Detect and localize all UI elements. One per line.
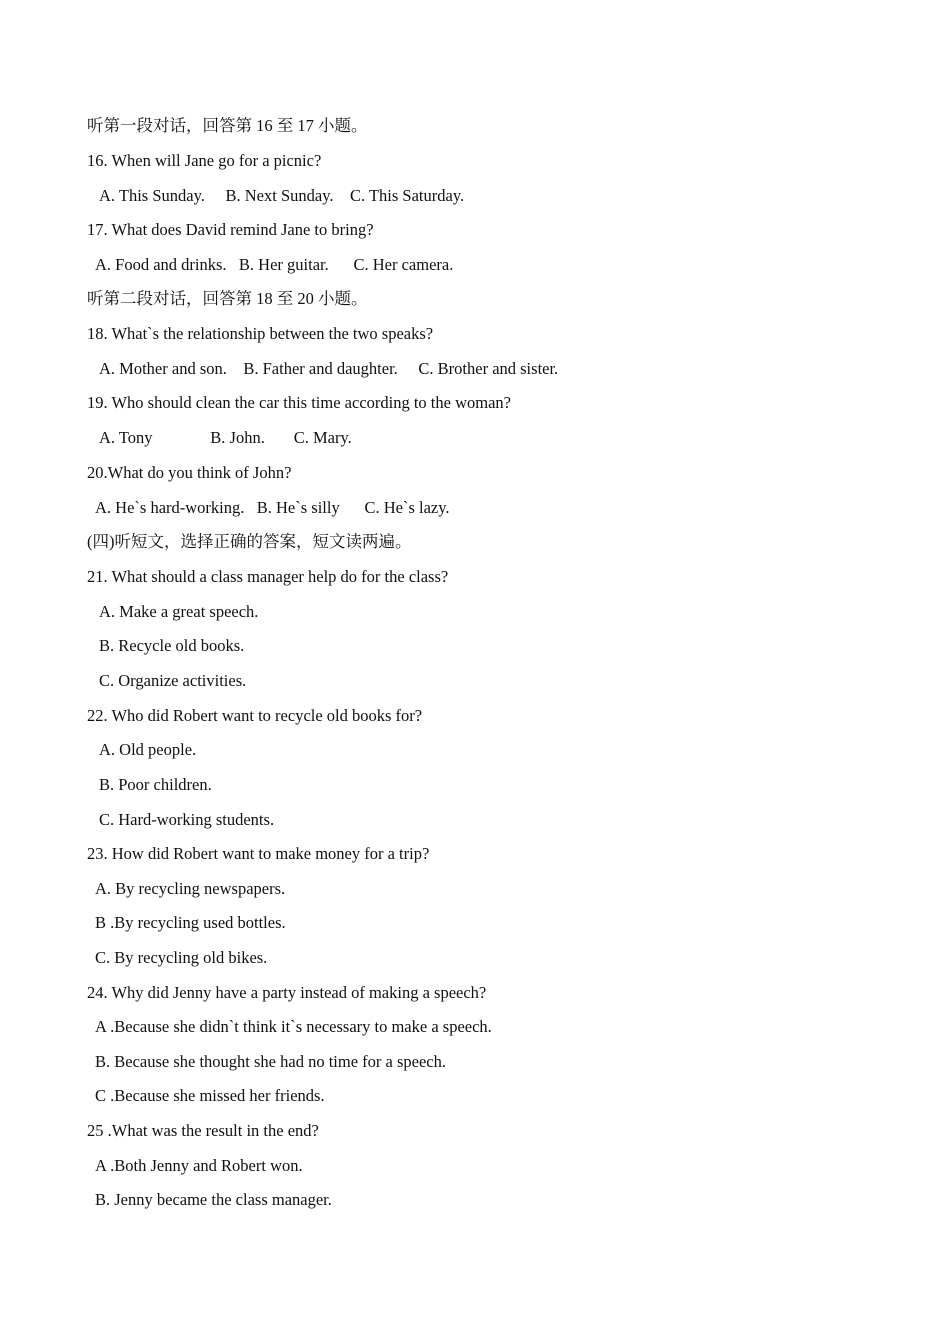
section-instruction: 听第一段对话，回答第 16 至 17 小题。 [87,116,368,135]
question-22: 22. Who did Robert want to recycle old books for? [87,706,423,725]
option-25-a: A .Both Jenny and Robert won. [95,1156,303,1175]
section-instruction: (四)听短文，选择正确的答案，短文读两遍。 [87,532,412,551]
option-21-b: B. Recycle old books. [99,636,245,655]
option-21-a: A. Make a great speech. [99,602,259,621]
question-24: 24. Why did Jenny have a party instead of making a speech? [87,983,487,1002]
options-17: A. Food and drinks. B. Her guitar. C. Her camera. [95,255,454,274]
options-19: A. Tony B. John. C. Mary. [99,428,352,447]
options-16: A. This Sunday. B. Next Sunday. C. This Saturday. [99,186,465,205]
option-22-a: A. Old people. [99,740,197,759]
section-instruction: 听第二段对话，回答第 18 至 20 小题。 [87,289,368,308]
option-22-c: C. Hard-working students. [99,810,275,829]
question-20: 20.What do you think of John? [87,463,292,482]
question-16: 16. When will Jane go for a picnic? [87,151,322,170]
option-22-b: B. Poor children. [99,775,212,794]
option-21-c: C. Organize activities. [99,671,247,690]
option-23-a: A. By recycling newspapers. [95,879,286,898]
question-25: 25 .What was the result in the end? [87,1121,319,1140]
options-18: A. Mother and son. B. Father and daughter. C. Brother and sister. [99,359,559,378]
question-19: 19. Who should clean the car this time according to the woman? [87,393,511,412]
option-23-b: B .By recycling used bottles. [95,913,286,932]
options-20: A. He`s hard-working. B. He`s silly C. He`s lazy. [95,498,450,517]
question-18: 18. What`s the relationship between the two speaks? [87,324,434,343]
option-23-c: C. By recycling old bikes. [95,948,268,967]
question-21: 21. What should a class manager help do for the class? [87,567,449,586]
question-17: 17. What does David remind Jane to bring? [87,220,374,239]
option-25-b: B. Jenny became the class manager. [95,1190,332,1209]
option-24-a: A .Because she didn`t think it`s necessary to make a speech. [95,1017,492,1036]
question-23: 23. How did Robert want to make money for a trip? [87,844,430,863]
option-24-b: B. Because she thought she had no time for a speech. [95,1052,446,1071]
option-24-c: C .Because she missed her friends. [95,1086,325,1105]
